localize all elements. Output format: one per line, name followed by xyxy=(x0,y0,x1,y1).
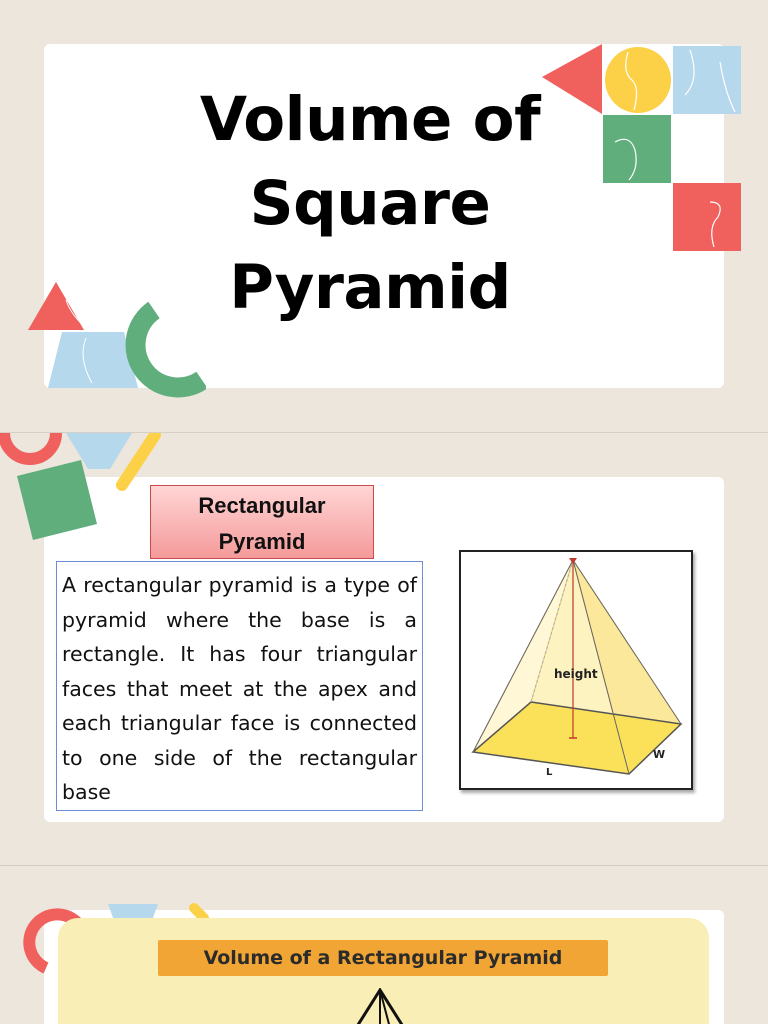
pyramid-sketch xyxy=(350,988,410,1024)
slide-volume-rectangular-pyramid xyxy=(0,866,768,1024)
volume-label: Volume of a Rectangular Pyramid xyxy=(158,940,608,976)
definition-text: A rectangular pyramid is a type of pyramid where the base is a rectangle. It has four triangular faces that meet at the apex and each triangular face is connected to one side of the rectangular base xyxy=(56,561,423,811)
slide-title xyxy=(0,0,768,432)
slide-rectangular-pyramid xyxy=(0,433,768,865)
title-line: Pyramid xyxy=(229,252,511,323)
height-label: height xyxy=(554,667,598,681)
slide-title-text xyxy=(160,78,580,330)
rectangular-pyramid-diagram xyxy=(461,552,691,788)
pyramid-figure xyxy=(459,550,693,790)
heading-line: Rectangular xyxy=(198,493,326,518)
rectangular-pyramid-heading xyxy=(150,485,374,559)
width-label: W xyxy=(653,748,666,761)
decorative-shapes-top-left xyxy=(0,433,170,548)
length-label: L xyxy=(546,767,553,778)
heading-line: Pyramid xyxy=(218,529,306,554)
title-line: Volume of xyxy=(199,84,541,155)
title-line: Square xyxy=(249,168,491,239)
